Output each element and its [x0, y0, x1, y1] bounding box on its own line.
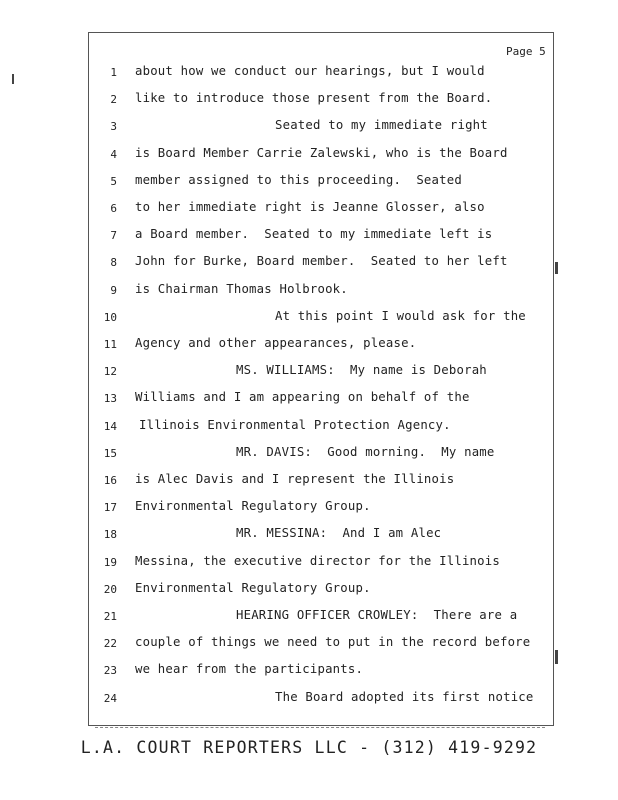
line-number: 3	[110, 120, 117, 134]
scan-mark	[555, 262, 558, 274]
transcript-line	[0, 554, 560, 574]
line-text: is Board Member Carrie Zalewski, who is the Board	[135, 145, 508, 160]
line-number: 1	[110, 66, 117, 79]
transcript-line	[0, 390, 560, 410]
transcript-line	[0, 91, 560, 111]
transcript-line	[0, 227, 560, 247]
line-text: Williams and I am appearing on behalf of the	[135, 390, 470, 405]
line-text: Environmental Regulatory Group.	[135, 580, 371, 595]
line-text: Messina, the executive director for the Illinois	[135, 553, 500, 568]
line-text: we hear from the participants.	[135, 662, 364, 677]
line-number: 19	[103, 555, 117, 569]
line-number: 14	[103, 419, 117, 433]
transcript-line	[0, 635, 560, 655]
line-text: HEARING OFFICER CROWLEY: There are a	[236, 608, 518, 622]
bottom-divider	[95, 727, 545, 728]
line-number: 15	[103, 446, 117, 460]
line-number: 13	[103, 392, 117, 406]
line-number: 9	[110, 283, 117, 297]
line-number: 7	[110, 229, 117, 243]
transcript-line	[0, 173, 560, 193]
line-text: like to introduce those present from the Board.	[135, 91, 493, 106]
line-text: At this point I would ask for the	[275, 308, 526, 323]
transcript-line	[0, 309, 560, 329]
line-number: 6	[110, 202, 117, 215]
line-number: 17	[103, 501, 117, 515]
transcript-line	[0, 472, 560, 492]
line-number: 20	[103, 582, 117, 596]
line-text: Environmental Regulatory Group.	[135, 499, 371, 514]
line-text: MR. MESSINA: And I am Alec	[236, 526, 442, 541]
transcript-line	[0, 445, 560, 465]
line-text: MS. WILLIAMS: My name is Deborah	[236, 363, 487, 378]
line-number: 18	[103, 528, 117, 542]
transcript-line	[0, 608, 560, 628]
scan-mark	[555, 650, 558, 664]
line-text: is Alec Davis and I represent the Illinois	[135, 472, 455, 486]
transcript-line	[0, 336, 560, 356]
line-number: 2	[110, 93, 117, 107]
line-text: Agency and other appearances, please.	[135, 336, 417, 350]
transcript-line	[0, 64, 560, 84]
line-number: 22	[103, 637, 117, 651]
page-number: Page 5	[506, 45, 546, 58]
line-number: 24	[103, 691, 117, 705]
line-text: couple of things we need to put in the record before	[135, 635, 531, 650]
line-text: to her immediate right is Jeanne Glosser, also	[135, 200, 485, 214]
line-number: 4	[110, 147, 117, 161]
line-number: 8	[110, 256, 117, 270]
transcript-line	[0, 200, 560, 220]
transcript-line	[0, 146, 560, 166]
transcript-line	[0, 581, 560, 601]
line-text: MR. DAVIS: Good morning. My name	[236, 444, 495, 459]
transcript-line	[0, 282, 560, 302]
transcript-line	[0, 118, 560, 138]
line-number: 5	[110, 174, 117, 188]
transcript-line	[0, 418, 560, 438]
line-number: 11	[103, 338, 117, 351]
line-text: a Board member. Seated to my immediate left is	[135, 227, 493, 242]
line-number: 21	[103, 610, 117, 623]
line-text: is Chairman Thomas Holbrook.	[135, 281, 348, 296]
court-reporter-footer: L.A. COURT REPORTERS LLC - (312) 419-9292	[80, 738, 538, 757]
line-number: 10	[103, 310, 117, 324]
line-text: The Board adopted its first notice	[275, 689, 534, 704]
transcript-line	[0, 526, 560, 546]
line-text: John for Burke, Board member. Seated to her left	[135, 254, 508, 269]
transcript-line	[0, 662, 560, 682]
transcript-line	[0, 254, 560, 274]
transcript-line	[0, 690, 560, 710]
line-number: 16	[103, 474, 117, 487]
line-text: Illinois Environmental Protection Agency.	[139, 417, 451, 432]
scan-mark	[12, 74, 14, 84]
line-text: member assigned to this proceeding. Seated	[135, 172, 462, 187]
line-number: 23	[103, 664, 117, 678]
line-text: about how we conduct our hearings, but I would	[135, 64, 485, 78]
line-text: Seated to my immediate right	[275, 118, 488, 133]
line-number: 12	[103, 365, 117, 379]
transcript-line	[0, 499, 560, 519]
transcript-line	[0, 363, 560, 383]
